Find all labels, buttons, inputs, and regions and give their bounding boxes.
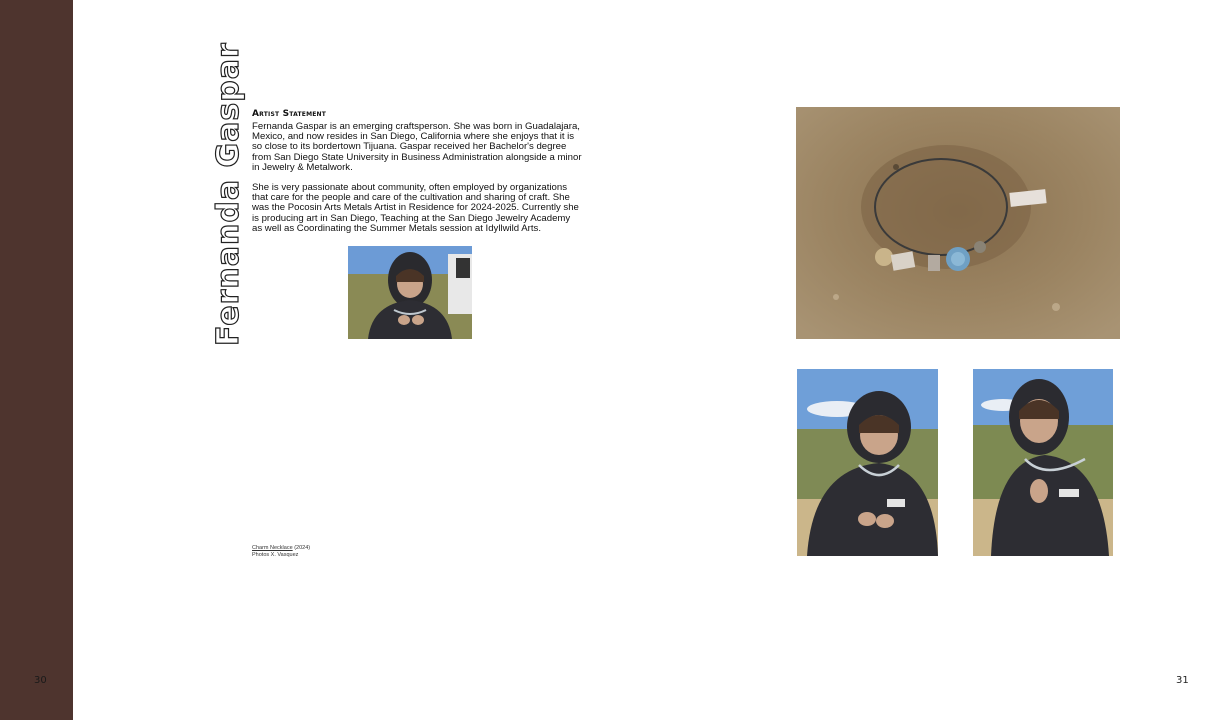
left-sidebar-band [0, 0, 73, 720]
portrait-photo [348, 246, 472, 339]
statement-heading: Artist Statement [252, 109, 327, 119]
page-number-left: 30 [34, 675, 47, 686]
necklace-on-sand-photo [796, 107, 1120, 339]
page-number-right: 31 [1176, 675, 1189, 686]
statement-paragraph-2: She is very passionate about community, often employed by organizations that care for the people and care of the cultivation and sharing of craft. She was the Pocosin Arts Metals Artist in Residence for 2024-2025. Currently she is producing art in San Diego, Teaching at the San Diego Jewelry Academy as well as Coordinating the Summer Metals session at Idyllwild Arts. [252, 182, 579, 234]
caption-credit: Photos X. Vasquez [252, 551, 299, 558]
artist-statement [252, 109, 582, 244]
wearing-necklace-photo-1 [797, 369, 938, 556]
wearing-necklace-photo-2 [973, 369, 1113, 556]
statement-paragraph-1: Fernanda Gaspar is an emerging craftsperson. She was born in Guadalajara, Mexico, and now resides in San Diego, California where she enjoys that it is so close to its bordertown Tijuana. Gaspar received her Bachelor's degree from San Diego State University in Business Administration alongside a minor in Jewelry & Metalwork. [252, 121, 582, 173]
caption-work-title: Charm Necklace [252, 545, 293, 551]
photo-caption [252, 545, 310, 558]
artist-name-vertical: Fernanda Gaspar [211, 42, 246, 346]
caption-year: (2024) [294, 545, 311, 551]
